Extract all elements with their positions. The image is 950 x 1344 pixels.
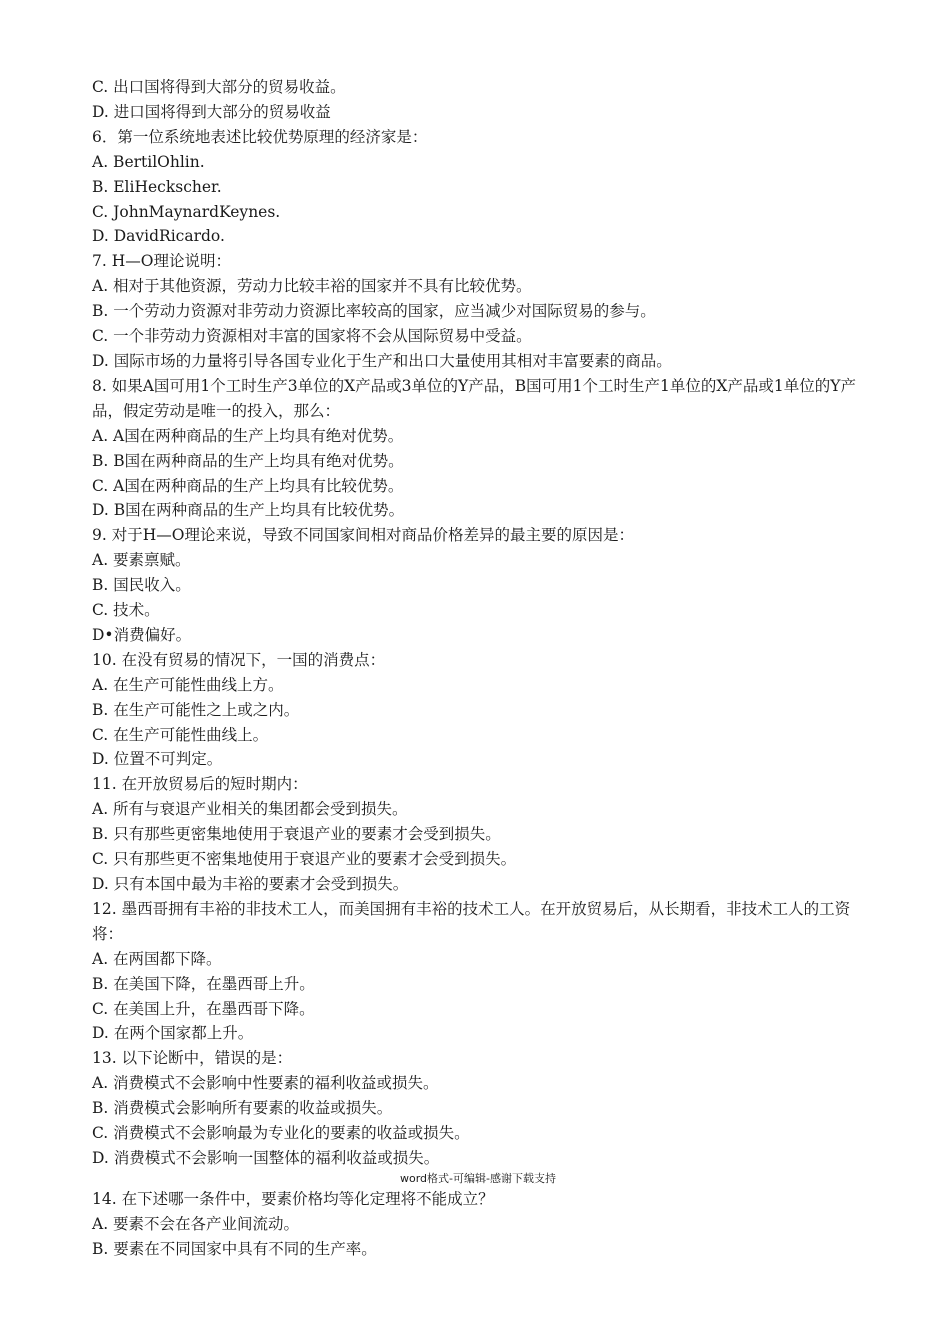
q9-option-c: C. 技术。 [92,601,160,620]
page-footer-note: word格式-可编辑-感谢下载支持 [400,1171,556,1185]
question-9: 9. 对于H—O理论来说，导致不同国家间相对商品价格差异的最主要的原因是： [92,526,634,545]
q6-option-a: A. BertilOhlin. [92,152,205,171]
q14-option-a: A. 要素不会在各产业间流动。 [92,1214,300,1233]
question-12: 12. 墨西哥拥有丰裕的非技术工人，而美国拥有丰裕的技术工人。在开放贸易后，从长期看，非技术工人的工资将： [92,899,851,943]
q9-option-a: A. 要素禀赋。 [92,551,191,570]
q14-option-b: B. 要素在不同国家中具有不同的生产率。 [92,1239,377,1258]
q13-option-c: C. 消费模式不会影响最为专业化的要素的收益或损失。 [92,1124,470,1143]
question-13: 13. 以下论断中，错误的是： [92,1049,293,1068]
option-d-importer-gains: D. 进口国将得到大部分的贸易收益 [92,102,331,121]
q11-option-d: D. 只有本国中最为丰裕的要素才会受到损失。 [92,875,409,893]
q12-option-c: C. 在美国上升，在墨西哥下降。 [92,999,315,1018]
q7-option-d: D. 国际市场的力量将引导各国专业化于生产和出口大量使用其相对丰富要素的商品。 [92,351,672,370]
document-body [92,75,872,1262]
q7-option-c: C. 一个非劳动力资源相对丰富的国家将不会从国际贸易中受益。 [92,327,532,346]
q6-option-b: B. EliHeckscher. [92,177,222,196]
q12-option-d: D. 在两个国家都上升。 [92,1024,254,1043]
question-7: 7. H—O理论说明： [92,252,231,271]
q10-option-a: A. 在生产可能性曲线上方。 [92,675,284,694]
q10-option-c: C. 在生产可能性曲线上。 [92,725,269,744]
q8-option-c: C. A国在两种商品的生产上均具有比较优势。 [92,476,404,495]
q11-option-b: B. 只有那些更密集地使用于衰退产业的要素才会受到损失。 [92,825,501,844]
q9-option-d: D•消费偏好。 [92,625,192,644]
q11-option-a: A. 所有与衰退产业相关的集团都会受到损失。 [92,800,408,819]
q10-option-b: B. 在生产可能性之上或之内。 [92,700,300,719]
q13-option-d: D. 消费模式不会影响一国整体的福利收益或损失。 [92,1148,440,1167]
q8-option-a: A. A国在两种商品的生产上均具有绝对优势。 [92,426,404,445]
question-14: 14. 在下述哪一条件中，要素价格均等化定理将不能成立？ [92,1189,494,1208]
q12-option-a: A. 在两国都下降。 [92,949,222,968]
question-6: 6．第一位系统地表述比较优势原理的经济家是： [92,127,428,146]
q13-option-a: A. 消费模式不会影响中性要素的福利收益或损失。 [92,1074,439,1093]
question-10: 10. 在没有贸易的情况下，一国的消费点： [92,650,386,669]
q7-option-a: A. 相对于其他资源，劳动力比较丰裕的国家并不具有比较优势。 [92,277,532,296]
q6-option-c: C. JohnMaynardKeynes. [92,202,281,221]
q8-option-b: B. B国在两种商品的生产上均具有绝对优势。 [92,451,404,470]
q9-option-b: B. 国民收入。 [92,576,191,595]
q10-option-d: D. 位置不可判定。 [92,750,223,769]
q8-option-d: D. B国在两种商品的生产上均具有比较优势。 [92,501,405,520]
q13-option-b: B. 消费模式会影响所有要素的收益或损失。 [92,1099,393,1118]
q12-option-b: B. 在美国下降，在墨西哥上升。 [92,974,315,993]
q7-option-b: B. 一个劳动力资源对非劳动力资源比率较高的国家，应当减少对国际贸易的参与。 [92,302,656,321]
q11-option-c: C. 只有那些更不密集地使用于衰退产业的要素才会受到损失。 [92,850,517,869]
q6-option-d: D. DavidRicardo. [92,227,225,246]
question-8: 8. 如果A国可用1个工时生产3单位的X产品或3单位的Y产品，B国可用1个工时生产1单位的X产品或1单位的Y产品，假定劳动是唯一的投入，那么： [92,376,857,420]
option-c-exporter-gains: C. 出口国将得到大部分的贸易收益。 [92,78,346,96]
question-11: 11. 在开放贸易后的短时期内： [92,775,308,794]
